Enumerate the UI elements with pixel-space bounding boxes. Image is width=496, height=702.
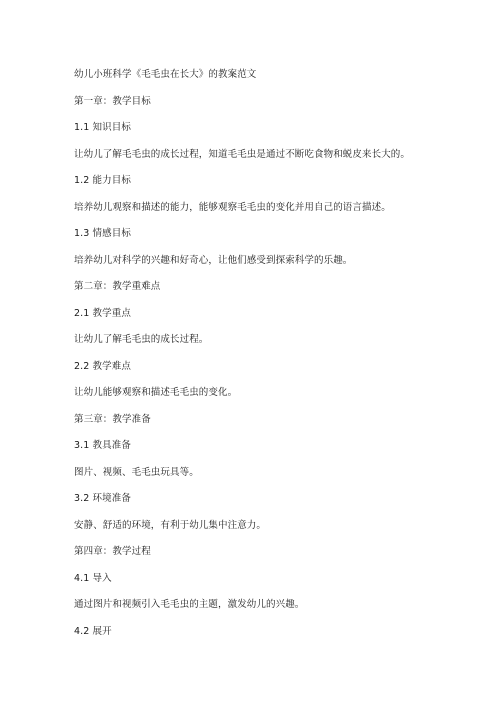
section-heading: 1.1 知识目标 — [74, 122, 131, 133]
chapter-heading: 第四章：教学过程 — [74, 546, 151, 557]
section-heading: 2.2 教学难点 — [74, 361, 131, 372]
paragraph: 让幼儿了解毛毛虫的成长过程，知道毛毛虫是通过不断吃食物和蜕皮来长大的。 — [74, 149, 411, 160]
paragraph: 通过图片和视频引入毛毛虫的主题，激发幼儿的兴趣。 — [74, 599, 305, 610]
section-heading: 1.2 能力目标 — [74, 175, 131, 186]
paragraph: 图片、视频、毛毛虫玩具等。 — [74, 467, 199, 478]
chapter-heading: 第三章：教学准备 — [74, 414, 151, 425]
section-heading: 2.1 教学重点 — [74, 308, 131, 319]
section-heading: 3.1 教具准备 — [74, 440, 131, 451]
paragraph: 培养幼儿观察和描述的能力，能够观察毛毛虫的变化并用自己的语言描述。 — [74, 202, 391, 213]
paragraph: 让幼儿了解毛毛虫的成长过程。 — [74, 334, 209, 345]
section-heading: 3.2 环境准备 — [74, 493, 131, 504]
section-heading: 4.1 导入 — [74, 573, 112, 584]
section-heading: 4.2 展开 — [74, 626, 112, 637]
paragraph: 培养幼儿对科学的兴趣和好奇心，让他们感受到探索科学的乐趣。 — [74, 255, 353, 266]
chapter-heading: 第二章：教学重难点 — [74, 281, 161, 292]
paragraph: 安静、舒适的环境，有利于幼儿集中注意力。 — [74, 520, 267, 531]
section-heading: 1.3 情感目标 — [74, 228, 131, 239]
paragraph: 让幼儿能够观察和描述毛毛虫的变化。 — [74, 387, 238, 398]
document-title: 幼儿小班科学《毛毛虫在长大》的教案范文 — [74, 69, 257, 80]
chapter-heading: 第一章：教学目标 — [74, 96, 151, 107]
